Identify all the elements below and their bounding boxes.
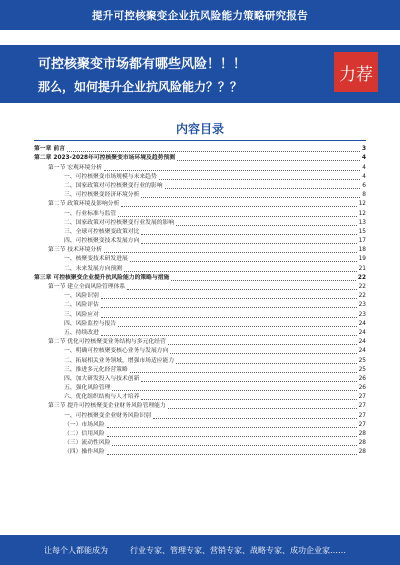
toc-entry-page: 4	[362, 173, 366, 180]
toc-entry-title: 第三章 可控核聚变企业提升抗风险能力的策略与措施	[34, 274, 170, 281]
toc-entry-title: 四、可控核聚变技术发展方向	[64, 238, 140, 245]
toc-leader-dots	[107, 427, 357, 428]
toc-entry[interactable]	[34, 301, 366, 310]
toc-entry[interactable]	[34, 274, 366, 283]
toc-entry-page: 4	[361, 155, 366, 162]
toc-entry-page: 24	[358, 339, 366, 346]
toc-entry[interactable]	[34, 292, 366, 301]
toc-leader-dots	[176, 225, 356, 226]
toc-entry[interactable]	[34, 356, 366, 365]
toc-entry[interactable]	[34, 375, 366, 384]
toc-entry[interactable]	[34, 264, 366, 273]
toc-entry-title: 第三节 技术环境分析	[48, 247, 103, 254]
toc-entry-page: 27	[358, 403, 366, 410]
toc-entry[interactable]	[34, 154, 366, 163]
toc-entry-title: 二、国家政策对可控核聚变行业发展的影响	[64, 219, 175, 226]
toc-entry[interactable]	[34, 366, 366, 375]
toc-entry[interactable]	[34, 246, 366, 255]
toc-entry-page: 15	[358, 228, 366, 235]
toc-entry[interactable]	[34, 200, 366, 209]
toc-entry-title: 第二节 政策环境及影响分析	[48, 201, 120, 208]
toc-entry[interactable]	[34, 347, 366, 356]
toc-leader-dots	[141, 197, 360, 198]
toc-entry-page: 6	[362, 182, 366, 189]
toc-entry-page: 28	[358, 431, 366, 437]
toc-entry-page: 12	[358, 201, 366, 208]
toc-entry-title: （四）操作风险	[64, 449, 105, 456]
toc-entry[interactable]	[34, 338, 366, 347]
toc-entry-title: 第二章 2023-2028年可控核聚变市场环境及趋势预测	[34, 155, 176, 162]
toc-leader-dots	[104, 170, 360, 171]
toc-entry[interactable]	[34, 173, 366, 182]
toc-entry-title: 六、优化组织结构与人才培养	[64, 394, 140, 401]
toc-entry-page: 8	[362, 192, 366, 199]
toc-leader-dots	[67, 151, 360, 152]
toc-leader-dots	[141, 399, 356, 400]
toc-leader-dots	[112, 445, 356, 446]
toc-entry-page: 12	[358, 210, 366, 217]
toc-entry-title: 一、明确可控核聚变核心业务与发展方向	[64, 348, 169, 355]
toc-entry-page: 24	[358, 348, 366, 355]
toc-entry-title: 二、未来发展方向预测	[64, 265, 122, 272]
toc-entry-page: 17	[358, 238, 366, 245]
toc-entry[interactable]	[34, 421, 366, 430]
toc-entry-page: 23	[358, 311, 366, 318]
toc-entry-page: 3	[361, 146, 366, 153]
toc-entry[interactable]	[34, 329, 366, 338]
toc-entry-page: 4	[362, 164, 366, 171]
toc-entry-page: 25	[358, 357, 366, 364]
toc-entry-title: （一）市场风险	[64, 421, 105, 428]
toc-title: 内容目录	[175, 122, 224, 136]
banner-headline: 可控核聚变市场都有哪些风险！！！	[38, 57, 247, 72]
toc-entry-title: （三）流动性风险	[64, 440, 111, 447]
toc-leader-dots	[165, 188, 361, 189]
footer-slogan: 让每个人都能成为	[44, 545, 108, 555]
toc-entry[interactable]	[34, 439, 366, 448]
toc-entry-title: 五、强化风险管理	[64, 385, 111, 392]
toc-entry[interactable]	[34, 255, 366, 264]
toc-entry-title: 四、风险监控与报告	[64, 320, 117, 327]
table-of-contents	[34, 145, 366, 457]
toc-leader-dots	[107, 454, 357, 455]
toc-leader-dots	[101, 317, 357, 318]
toc-leader-dots	[176, 363, 356, 364]
toc-leader-dots	[127, 289, 356, 290]
toc-entry[interactable]	[34, 411, 366, 420]
banner-subheadline: 那么，如何提升企业抗风险能力？？？	[38, 80, 243, 94]
toc-leader-dots	[177, 160, 360, 161]
toc-entry[interactable]	[34, 384, 366, 393]
toc-entry[interactable]	[34, 182, 366, 191]
toc-entry-title: 第一节 宏观环境分析	[48, 164, 103, 171]
toc-entry-title: 三、全球可控核聚变政策对比	[64, 228, 140, 235]
toc-entry-title: 第三节 提升可控核聚变企业财务风险管理能力	[48, 403, 166, 410]
report-title: 提升可控核聚变企业抗风险能力策略研究报告	[92, 9, 308, 22]
toc-leader-dots	[153, 418, 357, 419]
toc-entry-title: 一、可控核聚变企业财务风险识别	[64, 412, 151, 419]
toc-entry[interactable]	[34, 430, 366, 439]
report-header	[0, 0, 400, 30]
toc-entry[interactable]	[34, 228, 366, 237]
recommend-badge: 力荐	[334, 52, 378, 92]
toc-leader-dots	[101, 307, 357, 308]
toc-entry[interactable]	[34, 283, 366, 292]
toc-leader-dots	[107, 436, 357, 437]
toc-entry-page: 27	[358, 412, 366, 419]
toc-leader-dots	[130, 261, 357, 262]
toc-leader-dots	[141, 381, 356, 382]
toc-entry-page: 28	[358, 440, 366, 447]
toc-entry-title: 三、风险应对	[64, 311, 99, 318]
toc-entry-page: 22	[358, 284, 366, 290]
toc-entry[interactable]	[34, 191, 366, 200]
toc-entry-page: 24	[358, 329, 366, 336]
toc-entry[interactable]	[34, 163, 366, 172]
toc-entry-page: 27	[358, 421, 366, 428]
toc-leader-dots	[118, 326, 356, 327]
toc-leader-dots	[130, 372, 357, 373]
toc-entry-page: 26	[358, 385, 366, 392]
toc-leader-dots	[101, 335, 357, 336]
toc-leader-dots	[121, 206, 356, 207]
toc-leader-dots	[170, 353, 356, 354]
footer-bar	[0, 535, 400, 565]
toc-entry-page: 18	[358, 247, 366, 254]
toc-leader-dots	[112, 390, 356, 391]
toc-leader-dots	[141, 234, 356, 235]
toc-entry-page: 27	[358, 394, 366, 401]
toc-entry-title: 四、加大研发投入与技术创新	[64, 375, 140, 382]
toc-entry-title: 二、国家政策对可控核聚变行业的影响	[64, 182, 163, 189]
toc-entry-title: 一、核聚变技术研发进展	[64, 256, 128, 263]
toc-entry-page: 28	[358, 449, 366, 456]
toc-leader-dots	[101, 298, 357, 299]
toc-entry-page: 24	[358, 320, 366, 327]
toc-leader-dots	[118, 216, 356, 217]
toc-entry-title: 一、风险识别	[64, 293, 99, 300]
toc-entry[interactable]	[34, 219, 366, 228]
toc-divider	[34, 140, 366, 141]
toc-entry-title: 第一章 前言	[34, 146, 66, 153]
toc-entry-title: 二、风险评估	[64, 302, 99, 309]
toc-entry-title: 一、行业标准与监管	[64, 210, 117, 217]
toc-entry-title: 第二节 优化可控核聚变业务结构与多元化经营	[48, 339, 166, 346]
toc-entry-page: 23	[358, 302, 366, 309]
toc-entry-title: 一、可控核聚变市场规模与未来趋势	[64, 173, 157, 180]
toc-entry[interactable]	[34, 393, 366, 402]
toc-entry[interactable]	[34, 402, 366, 411]
toc-entry[interactable]	[34, 320, 366, 329]
toc-entry-title: 三、可控核聚变经济环境分析	[64, 192, 140, 199]
toc-entry-title: 二、拓展相关业务领域，增强市场适应能力	[64, 357, 175, 364]
toc-entry[interactable]	[34, 145, 366, 154]
toc-leader-dots	[168, 408, 357, 409]
toc-entry-page: 13	[358, 219, 366, 226]
toc-entry-title: （二）信用风险	[64, 431, 105, 437]
toc-entry-page: 22	[358, 293, 366, 300]
toc-entry-page: 26	[358, 375, 366, 382]
toc-entry[interactable]	[34, 237, 366, 246]
toc-entry[interactable]	[34, 448, 366, 457]
toc-entry[interactable]	[34, 310, 366, 319]
toc-entry-page: 19	[358, 256, 366, 263]
toc-entry-page: 22	[357, 274, 366, 281]
toc-entry[interactable]	[34, 209, 366, 218]
toc-entry-title: 三、推进多元化经营策略	[64, 366, 128, 373]
toc-entry-title: 第一节 建立全面风险管理体系	[48, 284, 126, 290]
toc-entry-page: 21	[358, 265, 366, 272]
toc-entry-page: 25	[358, 366, 366, 373]
toc-leader-dots	[104, 252, 357, 253]
footer-roles: 行业专家、管理专家、营销专家、战略专家、成功企业家……	[130, 545, 346, 555]
toc-leader-dots	[124, 271, 357, 272]
toc-leader-dots	[159, 179, 361, 180]
toc-entry-title: 五、持续改进	[64, 329, 99, 336]
toc-leader-dots	[171, 280, 356, 281]
toc-leader-dots	[168, 344, 357, 345]
toc-leader-dots	[141, 243, 356, 244]
